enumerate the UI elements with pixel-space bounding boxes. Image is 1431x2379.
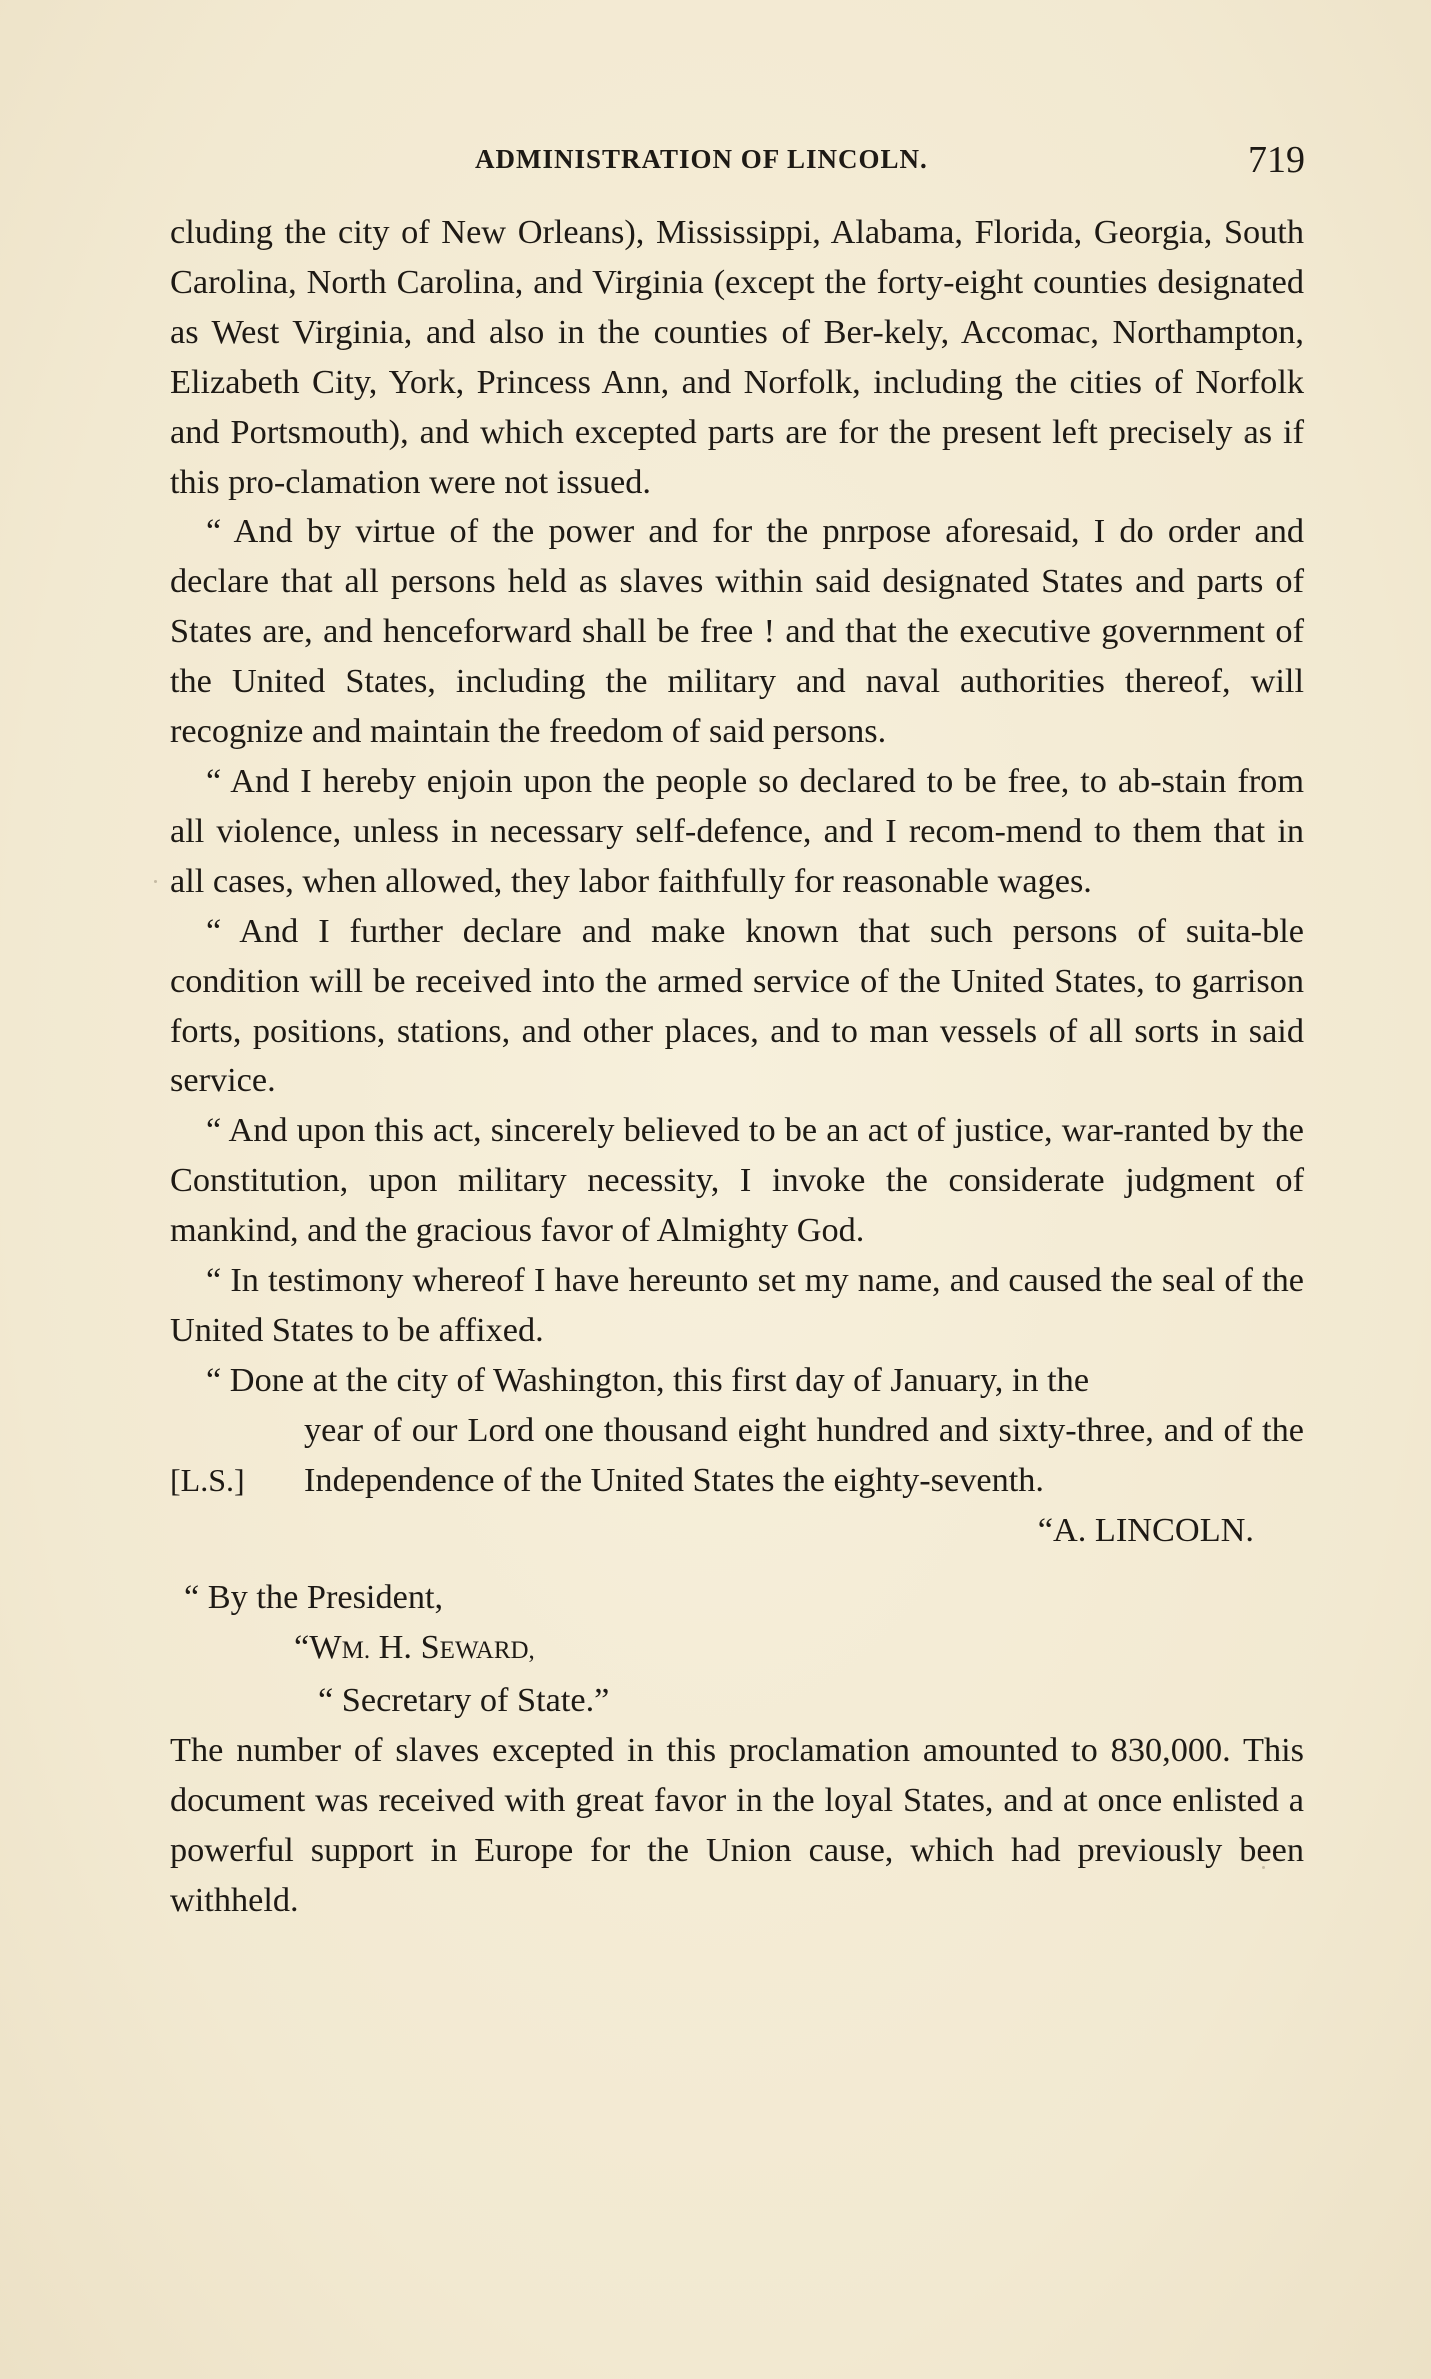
signature-lincoln: “A. LINCOLN. [1037,1510,1254,1549]
paragraph-commentary: The number of slaves excepted in this proclamation amounted to 830,000. This document was received with great favor in the loyal States, and at once enlisted a powerful support in Europe for the Union cause, which had previously been withheld. [170,1731,1304,1919]
dated-clause-text: year of our Lord one thousand eight hundred and sixty-three, and of the Independence of the United States the eighty-seventh. [304,1410,1304,1499]
dated-clause-continuation [170,1406,1304,1506]
running-head: ADMINISTRATION OF LINCOLN. [475,144,928,174]
paragraph-armed-service: “ And I further declare and make known that such persons of suita-ble condition will be received into the armed service of the United States, to garrison forts, positions, stations, and other places, and to man vessels of all sorts in said service. [170,911,1304,1100]
attestation-line: “ By the President, [184,1578,444,1617]
seward-surname-rest: EWARD, [439,1637,535,1665]
paper-speck [1262,1866,1265,1869]
paragraph-abstain-violence: “ And I hereby enjoin upon the people so declared to be free, to ab-stain from all violence, unless in necessary self-defence, and I recom-mend to them that in all cases, when allowed, they labor faithfully for reasonable wages. [170,761,1304,900]
page-number: 719 [1248,139,1305,181]
paper-speck [154,880,157,883]
seward-initial-w: W [309,1628,342,1667]
paragraph-freedom-order: “ And by virtue of the power and for the pnrpose aforesaid, I do order and declare that all persons held as slaves within said designated States and parts of States are, and henceforward shall be free ! and that the executive government of the United States, including the military and naval authorities thereof, will recognize and maintain the freedom of said persons. [170,512,1304,751]
seward-initial-m: M. [341,1637,371,1665]
page-header [170,138,1305,188]
dated-clause-first-line: “ Done at the city of Washington, this first day of January, in the [206,1360,1090,1399]
paragraph-invocation: “ And upon this act, sincerely believed to be an act of justice, war-ranted by the Constitution, upon military necessity, I invoke the considerate judgment of mankind, and the gracious favor of Almighty God. [170,1111,1304,1250]
attestation-seward [170,1623,1304,1676]
seal-mark: [L.S.] [170,1461,245,1498]
attestation-title: “ Secretary of State.” [318,1681,610,1720]
seward-middle: H. S [370,1628,440,1667]
paragraph-testimony: “ In testimony whereof I have hereunto set my name, and caused the seal of the United States to be affixed. [170,1261,1304,1349]
paper-speck [1244,436,1247,439]
dated-clause [170,1356,1304,1506]
paragraph-continuation: cluding the city of New Orleans), Mississippi, Alabama, Florida, Georgia, South Carolina, North Carolina, and Virginia (except the forty-eight counties designated as West Virginia, and also in the counties of Ber-kely, Accomac, Northampton, Elizabeth City, York, Princess Ann, and Norfolk, including the cities of Norfolk and Portsmouth), and which excepted parts are for the present left precisely as if this pro-clamation were not issued. [170,213,1304,501]
page-body [170,208,1304,1926]
seward-quote: “ [294,1628,310,1667]
